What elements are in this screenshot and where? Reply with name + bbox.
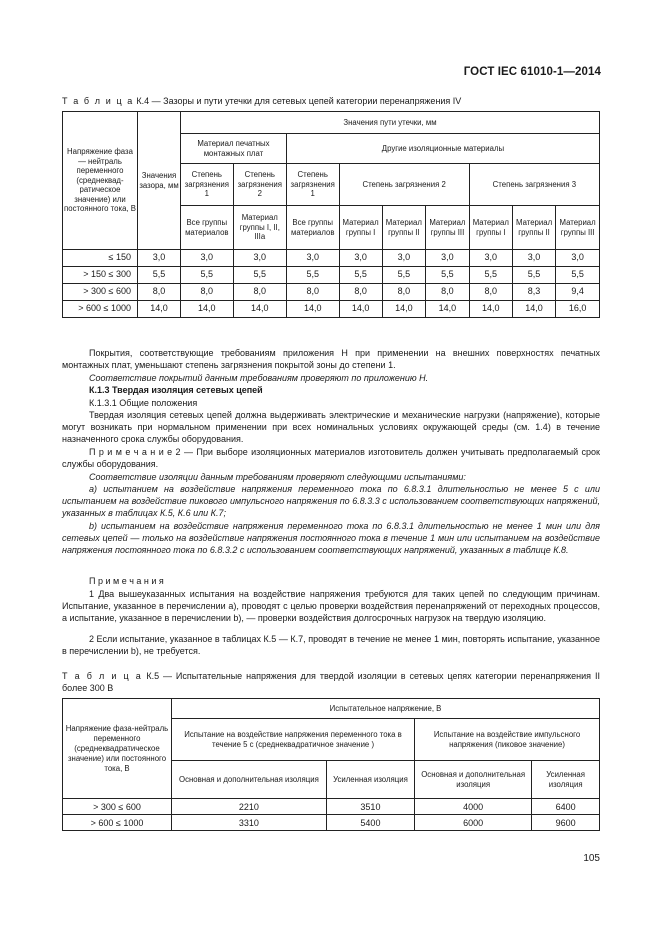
- table-cell: 6000: [415, 815, 532, 831]
- table-cell: 3,0: [339, 250, 382, 267]
- header-pcb-deg1: Степень загрязнения 1: [181, 164, 234, 206]
- header-test-voltage: Испытательное напряжение, В: [172, 699, 600, 719]
- paragraph: b) испытанием на воздействие напряжения переменного тока по 6.8.3.1 длительностью не менее 1 мин или для сетевых цепей — только на воздействие напряжения постоянного тока в течение 1 мин или испытанием на воздействие напряжения постоянного тока по 6.8.3.2 с использованием соответствующих напряжений, указанных в таблице К.8.: [62, 521, 600, 556]
- section-heading: К.1.3 Твердая изоляция сетевых цепей: [89, 385, 263, 395]
- header-pcb-deg2: Степень загрязнения 2: [233, 164, 286, 206]
- table-cell: 2210: [172, 799, 327, 815]
- table-cell: 4000: [415, 799, 532, 815]
- table-cell: 16,0: [556, 301, 600, 318]
- paragraph: Твердая изоляция сетевых цепей должна выдерживать электрические и механические нагрузки (напряжение), которые могут возникать при нормальном применении при всех номинальных условиях окружающей среды (см. 1.4) в течение назначенного срока службы оборудования.: [62, 410, 600, 445]
- note-item: 2 Если испытание, указанное в таблицах К.5 — К.7, проводят в течение не менее 1 мин, повторять испытание, указанное в перечислении b), не требуется.: [62, 634, 600, 657]
- header-creepage: Значения пути утечки, мм: [181, 112, 600, 134]
- header-voltage: Напряжение фаза — нейтраль переменного (среднеквад-ратическое значение) или постоянного тока, В: [63, 112, 138, 250]
- page-number: 105: [583, 853, 600, 864]
- sub-header: Материал группы I, II, IIIa: [233, 206, 286, 250]
- table-cell: 14,0: [339, 301, 382, 318]
- table-cell: 5,5: [556, 267, 600, 284]
- table-cell: 5,5: [426, 267, 470, 284]
- table-cell: 8,0: [382, 284, 425, 301]
- table-cell: > 300 ≤ 600: [63, 799, 172, 815]
- table-cell: 3510: [326, 799, 414, 815]
- table-cell: 3,0: [556, 250, 600, 267]
- table-cell: 5,5: [512, 267, 555, 284]
- paragraph: Соответствие изоляции данным требованиям проверяют следующими испытаниями:: [89, 472, 466, 482]
- caption-prefix: Т а б л и ц а: [62, 96, 134, 106]
- table-cell: 14,0: [426, 301, 470, 318]
- table-cell: ≤ 150: [63, 250, 138, 267]
- header-voltage: Напряжение фаза-нейтраль переменного (среднеквадратическое значение) или постоянного тока, В: [63, 699, 172, 799]
- table-cell: 9,4: [556, 284, 600, 301]
- table-cell: 3,0: [382, 250, 425, 267]
- table-cell: 14,0: [469, 301, 512, 318]
- header-pcb: Материал печатных монтажных плат: [181, 134, 287, 164]
- sub-header: Материал группы III: [426, 206, 470, 250]
- table-cell: 5,5: [233, 267, 286, 284]
- table-cell: 14,0: [233, 301, 286, 318]
- table-cell: 8,0: [426, 284, 470, 301]
- table-cell: 5,5: [138, 267, 181, 284]
- notes-title: П р и м е ч а н и я: [89, 576, 164, 586]
- sub-header: Все группы материалов: [181, 206, 234, 250]
- table-cell: 9600: [532, 815, 600, 831]
- header-basic: Основная и дополнительная изоляция: [172, 761, 327, 799]
- header-ac-test: Испытание на воздействие напряжения переменного тока в течение 5 с (среднеквадратичное значение ): [172, 719, 415, 761]
- table-cell: 3,0: [181, 250, 234, 267]
- table-cell: 8,0: [286, 284, 339, 301]
- table-k5-caption: [62, 670, 600, 694]
- table-cell: 14,0: [181, 301, 234, 318]
- note: [62, 446, 600, 470]
- note-prefix: П р и м е ч а н и е 2: [89, 447, 181, 457]
- table-cell: 14,0: [512, 301, 555, 318]
- table-cell: 14,0: [286, 301, 339, 318]
- table-cell: 3,0: [138, 250, 181, 267]
- sub-header: Материал группы I: [339, 206, 382, 250]
- caption-text: К.5 — Испытательные напряжения для твердой изоляции в сетевых цепях категории перенапряжения II более 300 В: [62, 671, 600, 693]
- sub-header: Материал группы II: [382, 206, 425, 250]
- header-oth-deg3: Степень загрязнения 3: [469, 164, 599, 206]
- sub-header: Все группы материалов: [286, 206, 339, 250]
- table-cell: 5,5: [382, 267, 425, 284]
- table-cell: 6400: [532, 799, 600, 815]
- header-basic: Основная и дополнительная изоляция: [415, 761, 532, 799]
- table-cell: 3,0: [286, 250, 339, 267]
- table-cell: 8,0: [469, 284, 512, 301]
- table-cell: 14,0: [138, 301, 181, 318]
- paragraph: а) испытанием на воздействие напряжения переменного тока по 6.8.3.1 длительностью не менее 5 с или испытанием на воздействие пикового импульсного напряжения по 6.8.3.3 с использованием соответствующих напряжений, указанных в таблицах К.5, К.6 или К.7;: [62, 484, 600, 519]
- table-cell: 5,5: [339, 267, 382, 284]
- header-clearance: Значения зазора, мм: [138, 112, 181, 250]
- paragraph: Покрытия, соответствующие требованиям приложения Н при применении на внешних поверхностях печатных монтажных плат, уменьшают степень загрязнения покрытой зоны до степени 1.: [62, 348, 600, 371]
- table-cell: 8,3: [512, 284, 555, 301]
- table-cell: > 600 ≤ 1000: [63, 815, 172, 831]
- header-reinforced: Усиленная изоляция: [532, 761, 600, 799]
- sub-header: Материал группы III: [556, 206, 600, 250]
- table-k4-caption: [62, 95, 461, 107]
- table-cell: 8,0: [181, 284, 234, 301]
- table-cell: 3,0: [469, 250, 512, 267]
- table-cell: 14,0: [382, 301, 425, 318]
- caption-prefix: Т а б л и ц а: [62, 671, 143, 681]
- paragraph: Соответствие покрытий данным требованиям проверяют по приложению Н.: [89, 373, 429, 383]
- table-cell: 3310: [172, 815, 327, 831]
- table-cell: 5400: [326, 815, 414, 831]
- table-cell: 5,5: [181, 267, 234, 284]
- subsection-heading: К.1.3.1 Общие положения: [89, 398, 198, 408]
- table-cell: > 150 ≤ 300: [63, 267, 138, 284]
- caption-text: К.4 — Зазоры и пути утечки для сетевых цепей категории перенапряжения IV: [136, 96, 462, 106]
- note-item: 1 Два вышеуказанных испытания на воздействие напряжения требуются для таких цепей по следующим причинам. Испытание, указанное в перечислении а), проводят с целью проверки воздействия перенапряжений от переходных процессов, а испытание, указанное в перечислении b), — проверки воздействия долгосрочных нагрузок на твердую изоляцию.: [62, 589, 600, 624]
- note-text: — При выборе изоляционных материалов изготовитель должен учитывать предполагаемый срок службы оборудования.: [62, 447, 600, 470]
- header-other: Другие изоляционные материалы: [286, 134, 599, 164]
- table-cell: 8,0: [233, 284, 286, 301]
- table-cell: 8,0: [138, 284, 181, 301]
- table-k4: [62, 111, 600, 318]
- table-cell: 3,0: [426, 250, 470, 267]
- header-oth-deg2: Степень загрязнения 2: [339, 164, 469, 206]
- sub-header: Материал группы I: [469, 206, 512, 250]
- table-cell: > 300 ≤ 600: [63, 284, 138, 301]
- header-reinforced: Усиленная изоляция: [326, 761, 414, 799]
- header-oth-deg1: Степень загрязнения 1: [286, 164, 339, 206]
- table-cell: 3,0: [512, 250, 555, 267]
- table-cell: 3,0: [233, 250, 286, 267]
- document-header: ГОСТ IEC 61010-1—2014: [463, 66, 601, 78]
- header-impulse-test: Испытание на воздействие импульсного напряжения (пиковое значение): [415, 719, 600, 761]
- table-cell: 8,0: [339, 284, 382, 301]
- sub-header: Материал группы II: [512, 206, 555, 250]
- table-cell: 5,5: [469, 267, 512, 284]
- table-cell: > 600 ≤ 1000: [63, 301, 138, 318]
- table-k5: [62, 698, 600, 831]
- table-cell: 5,5: [286, 267, 339, 284]
